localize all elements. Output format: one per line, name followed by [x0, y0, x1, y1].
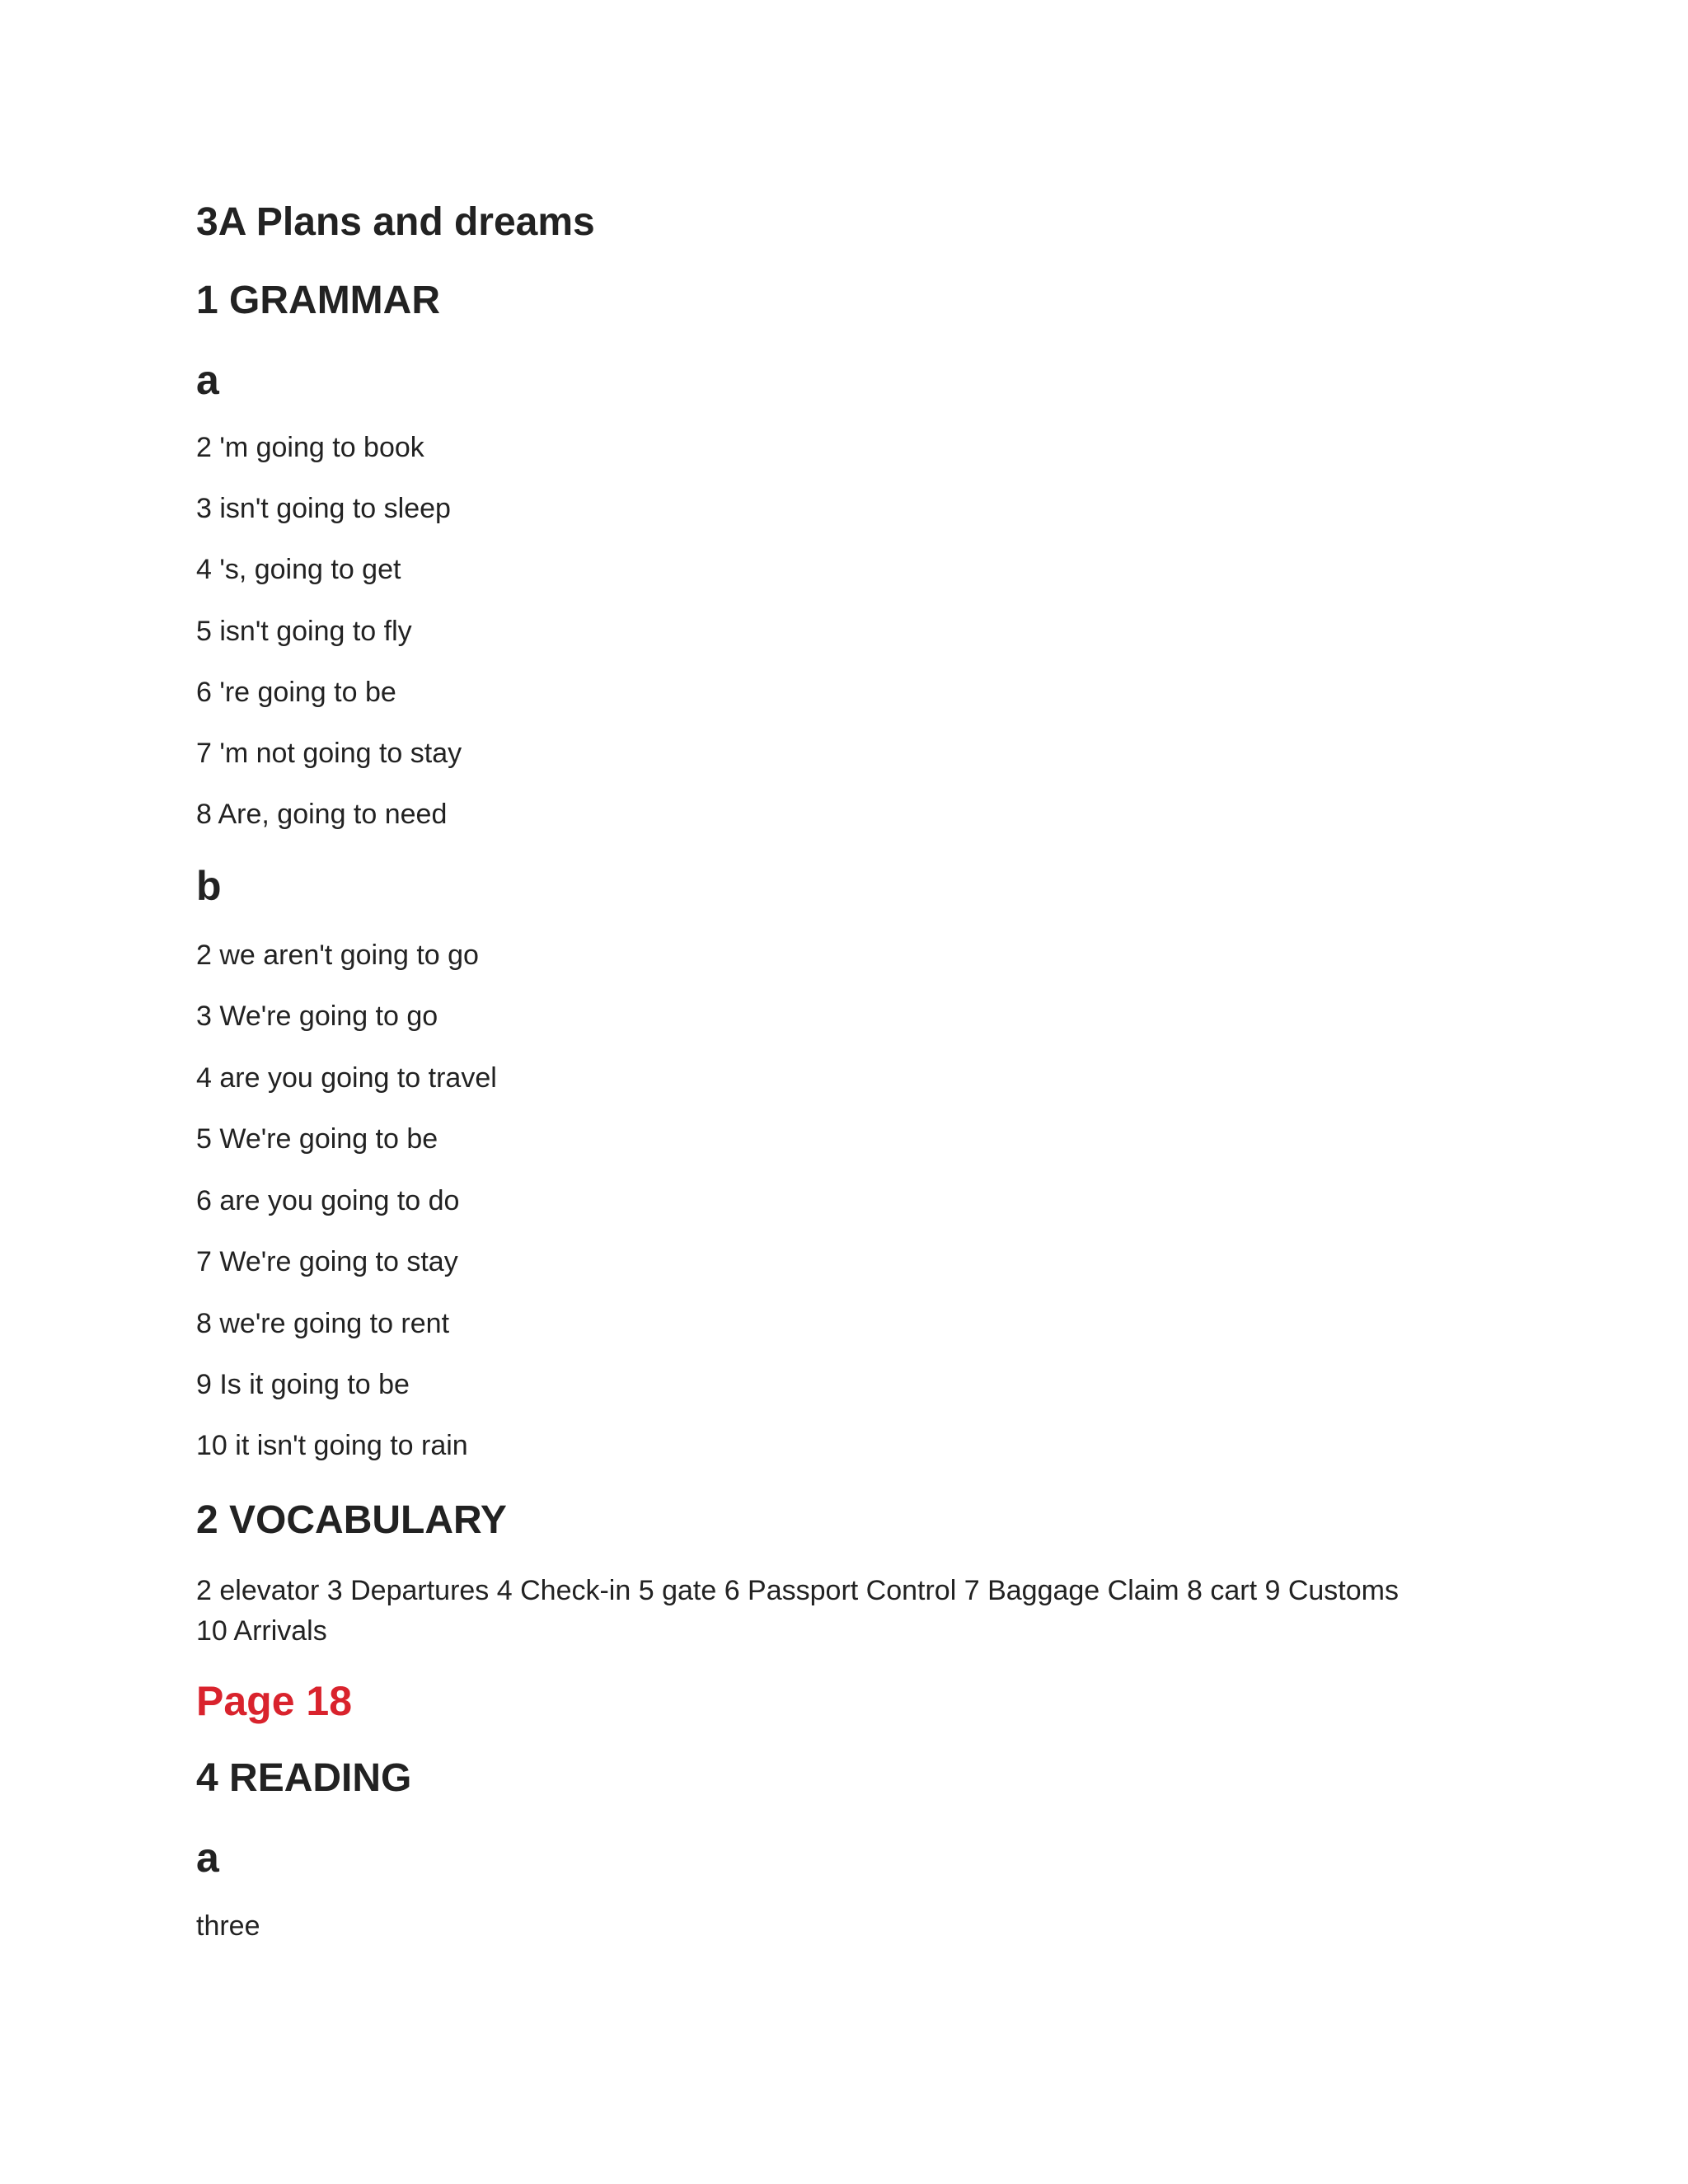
grammar-a-item: 2 'm going to book: [196, 432, 424, 463]
vocabulary-heading: 2 VOCABULARY: [196, 1498, 507, 1542]
grammar-part-a-label: a: [196, 357, 219, 403]
reading-a-answer: three: [196, 1910, 260, 1942]
grammar-b-item: 6 are you going to do: [196, 1185, 460, 1216]
reading-part-a-label: a: [196, 1835, 219, 1881]
grammar-part-b-label: b: [196, 863, 222, 909]
grammar-b-item: 7 We're going to stay: [196, 1246, 458, 1277]
grammar-a-item: 8 Are, going to need: [196, 799, 448, 830]
grammar-a-item: 4 's, going to get: [196, 554, 401, 585]
vocabulary-answers: 2 elevator 3 Departures 4 Check-in 5 gate 6 Passport Control 7 Baggage Claim 8 cart 9 Customs 10 Arrivals: [196, 1575, 1399, 1647]
grammar-b-item: 8 we're going to rent: [196, 1308, 450, 1339]
grammar-b-item: 10 it isn't going to rain: [196, 1430, 468, 1461]
grammar-b-item: 9 Is it going to be: [196, 1369, 410, 1400]
grammar-heading: 1 GRAMMAR: [196, 279, 440, 322]
page-reference: Page 18: [196, 1678, 353, 1724]
page-title: 3A Plans and dreams: [196, 200, 595, 244]
grammar-a-item: 3 isn't going to sleep: [196, 493, 451, 524]
grammar-a-item: 7 'm not going to stay: [196, 738, 462, 769]
grammar-a-item: 6 're going to be: [196, 677, 396, 708]
grammar-b-item: 5 We're going to be: [196, 1123, 438, 1155]
grammar-b-item: 2 we aren't going to go: [196, 940, 479, 971]
grammar-b-item: 3 We're going to go: [196, 1001, 438, 1032]
grammar-b-item: 4 are you going to travel: [196, 1062, 497, 1094]
reading-heading: 4 READING: [196, 1756, 412, 1800]
grammar-a-item: 5 isn't going to fly: [196, 616, 412, 647]
